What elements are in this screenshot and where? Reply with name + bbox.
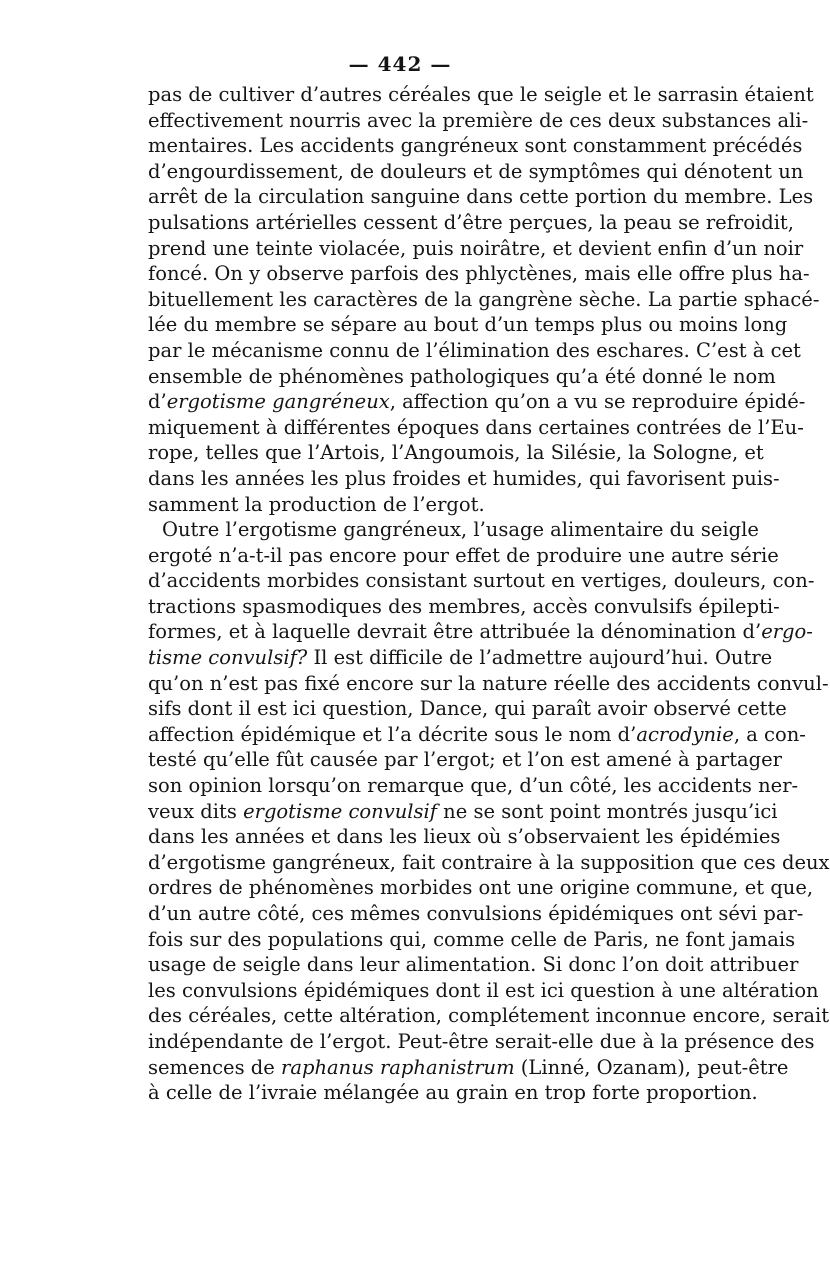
text-run: formes, et à laquelle devrait être attribuée la dénomination d’ — [148, 620, 762, 644]
text-line: indépendante de l’ergot. Peut-être serait-elle due à la présence des — [148, 1029, 815, 1053]
text-run: ne se sont point montrés jusqu’ici — [436, 799, 778, 823]
text-line: lée du membre se sépare au bout d’un temps plus ou moins long — [148, 313, 788, 337]
text-line — [148, 1055, 789, 1081]
text-line — [148, 389, 806, 415]
text-line — [148, 645, 773, 671]
text-line: rope, telles que l’Artois, l’Angoumois, la Silésie, la Sologne, et — [148, 441, 764, 465]
text-run: Outre l’ergotisme gangréneux, l’usage alimentaire du seigle — [162, 518, 759, 542]
text-line: usage de seigle dans leur alimentation. Si donc l’on doit attribuer — [148, 953, 799, 977]
text-line: d’ergotisme gangréneux, fait contraire à la supposition que ces deux — [148, 850, 830, 874]
text-run: d’ — [148, 390, 167, 414]
text-line: miquement à différentes époques dans certaines contrées de l’Eu- — [148, 415, 804, 439]
text-line: par le mécanisme connu de l’élimination des eschares. C’est à cet — [148, 338, 801, 362]
text-line: foncé. On y observe parfois des phlyctènes, mais elle offre plus ha- — [148, 262, 810, 286]
italic-term: ergotisme gangréneux — [166, 390, 390, 414]
text-run: (Linné, Ozanam), peut-être — [514, 1055, 789, 1079]
text-run: Il est difficile de l’admettre aujourd’hui. Outre — [307, 646, 773, 670]
text-line: fois sur des populations qui, comme celle de Paris, ne font jamais — [148, 927, 796, 951]
text-run: , affection qu’on a vu se reproduire épidé- — [389, 390, 806, 414]
text-line: son opinion lorsqu’on remarque que, d’un côté, les accidents ner- — [148, 774, 799, 798]
text-run: veux dits — [148, 799, 244, 823]
text-run: , a con- — [733, 722, 806, 746]
text-line — [148, 517, 759, 543]
text-line: sifs dont il est ici question, Dance, qui paraît avoir observé cette — [148, 697, 787, 721]
text-line: pulsations artérielles cessent d’être perçues, la peau se refroidit, — [148, 210, 794, 234]
text-line: d’un autre côté, ces mêmes convulsions épidémiques ont sévi par- — [148, 902, 804, 925]
text-line: ensemble de phénomènes pathologiques qu’a été donné le nom — [148, 364, 776, 388]
text-line — [148, 722, 806, 748]
text-line — [148, 619, 813, 645]
text-line: des céréales, cette altération, complétement inconnue encore, serait — [148, 1004, 830, 1028]
text-line: dans les années et dans les lieux où s’observaient les épidémies — [148, 825, 781, 849]
text-line: qu’on n’est pas fixé encore sur la nature réelle des accidents convul- — [148, 671, 829, 695]
text-run: semences de — [148, 1055, 282, 1079]
text-line: ordres de phénomènes morbides ont une origine commune, et que, — [148, 876, 814, 900]
text-line: d’engourdissement, de douleurs et de symptômes qui dénotent un — [148, 159, 804, 183]
text-line — [148, 799, 778, 825]
text-line: bituellement les caractères de la gangrène sèche. La partie sphacé- — [148, 287, 820, 311]
italic-term: raphanus raphanistrum — [281, 1055, 515, 1079]
italic-term: ergotisme convulsif — [243, 799, 437, 823]
text-line: mentaires. Les accidents gangréneux sont constamment précédés — [148, 134, 803, 158]
text-line: à celle de l’ivraie mélangée au grain en trop forte proportion. — [148, 1081, 758, 1105]
page-number: — 442 — — [348, 52, 452, 76]
italic-term: tisme convulsif? — [148, 646, 308, 670]
text-line: arrêt de la circulation sanguine dans cette portion du membre. Les — [148, 185, 814, 209]
italic-term: acrodynie — [636, 722, 734, 746]
text-line: samment la production de l’ergot. — [148, 492, 485, 516]
body-text — [148, 82, 830, 1106]
italic-term: ergo- — [761, 620, 813, 644]
text-run: affection épidémique et l’a décrite sous le nom d’ — [148, 722, 637, 746]
text-line: ergoté n’a-t-il pas encore pour effet de produire une autre série — [148, 543, 779, 567]
text-line: testé qu’elle fût causée par l’ergot; et l’on est amené à partager — [148, 748, 783, 772]
text-line: tractions spasmodiques des membres, accès convulsifs épilepti- — [148, 594, 780, 618]
text-line: d’accidents morbides consistant surtout en vertiges, douleurs, con- — [148, 569, 815, 593]
text-line: prend une teinte violacée, puis noirâtre, et devient enfin d’un noir — [148, 236, 804, 260]
text-line: dans les années les plus froides et humides, qui favorisent puis- — [148, 466, 780, 490]
text-line: pas de cultiver d’autres céréales que le seigle et le sarrasin étaient — [148, 83, 814, 106]
text-line: les convulsions épidémiques dont il est ici question à une altération — [148, 978, 819, 1002]
text-line: effectivement nourris avec la première de ces deux substances ali- — [148, 108, 809, 132]
